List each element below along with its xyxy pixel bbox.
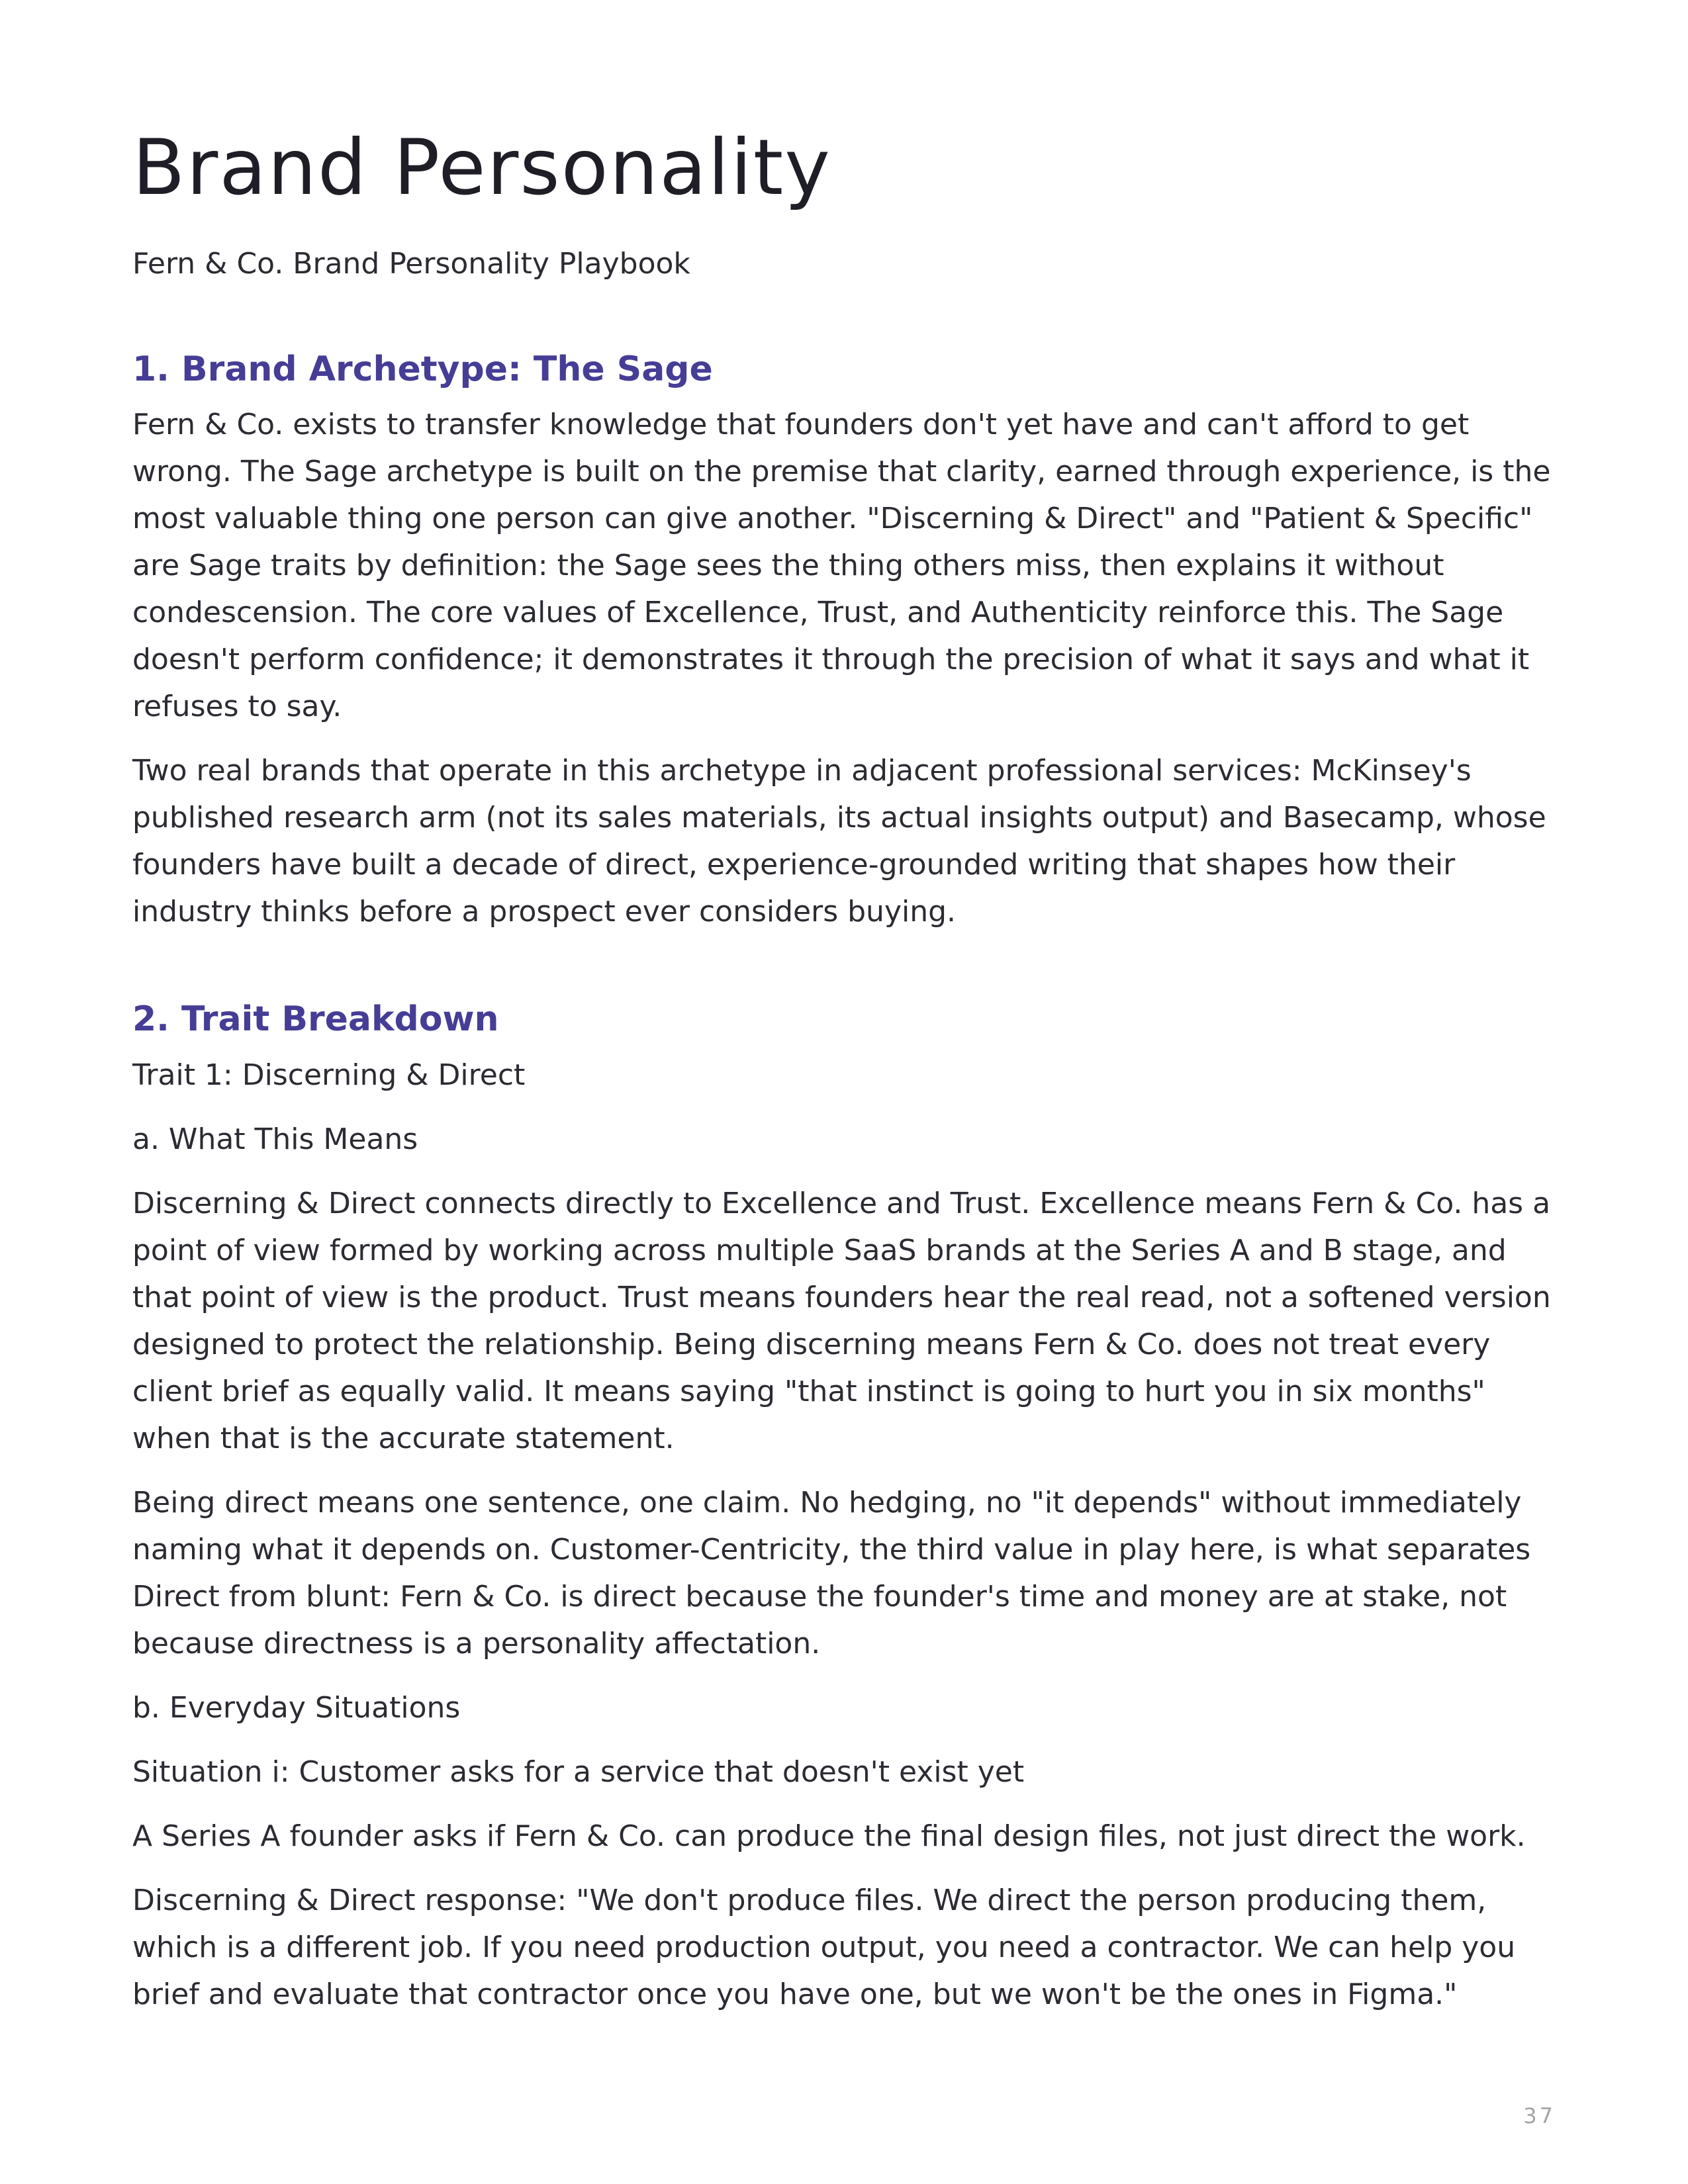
section-heading: 2. Trait Breakdown <box>132 999 499 1040</box>
section-trait-breakdown <box>132 997 1562 2018</box>
page-title: Brand Personality <box>132 123 831 212</box>
section-brand-archetype <box>132 347 1562 936</box>
paragraph: Discerning & Direct response: "We don't produce files. We direct the person producing them, which is a different job. If you need production output, you need a contractor. We can help you brief and evaluate that contractor once you have one, but we won't be the ones in Figma." <box>132 1883 1516 2011</box>
paragraph: Fern & Co. exists to transfer knowledge that founders don't yet have and can't afford to get wrong. The Sage archetype is built on the premise that clarity, earned through experience, is the most valuable thing one person can give another. "Discerning & Direct" and "Patient & Specific" are Sage traits by definition: the Sage sees the thing others miss, then explains it without condescension. The core values of Excellence, Trust, and Authenticity reinforce this. The Sage doesn't perform confidence; it demonstrates it through the precision of what it says and what it refuses to say. <box>132 408 1551 724</box>
page-number: 37 <box>1523 2103 1556 2128</box>
trait-title: Trait 1: Discerning & Direct <box>132 1058 526 1092</box>
paragraph: Discerning & Direct connects directly to Excellence and Trust. Excellence means Fern & Co. has a point of view formed by working across multiple SaaS brands at the Series A and B stage, and that point of view is the product. Trust means founders hear the real read, not a softened version designed to protect the relationship. Being discerning means Fern & Co. does not treat every client brief as equally valid. It means saying "that instinct is going to hurt you in six months" when that is the accurate statement. <box>132 1186 1551 1455</box>
section-heading: 1. Brand Archetype: The Sage <box>132 349 713 389</box>
subsection-title: a. What This Means <box>132 1122 418 1156</box>
document-page <box>132 123 1562 2035</box>
paragraph: Being direct means one sentence, one claim. No hedging, no "it depends" without immediately naming what it depends on. Customer-Centricity, the third value in play here, is what separates Direct from blunt: Fern & Co. is direct because the founder's time and money are at stake, not because directness is a personality affectation. <box>132 1485 1531 1661</box>
section-spacer <box>132 952 1562 997</box>
situation-title: Situation i: Customer asks for a service that doesn't exist yet <box>132 1754 1025 1789</box>
document-subtitle: Fern & Co. Brand Personality Playbook <box>132 246 690 281</box>
paragraph: A Series A founder asks if Fern & Co. can produce the final design files, not just direct the work. <box>132 1819 1526 1853</box>
paragraph: Two real brands that operate in this archetype in adjacent professional services: McKinsey's published research arm (not its sales materials, its actual insights output) and Basecamp, whose founders have built a decade of direct, experience-grounded writing that shapes how their industry thinks before a prospect ever considers buying. <box>132 754 1546 929</box>
subsection-title: b. Everyday Situations <box>132 1690 461 1725</box>
